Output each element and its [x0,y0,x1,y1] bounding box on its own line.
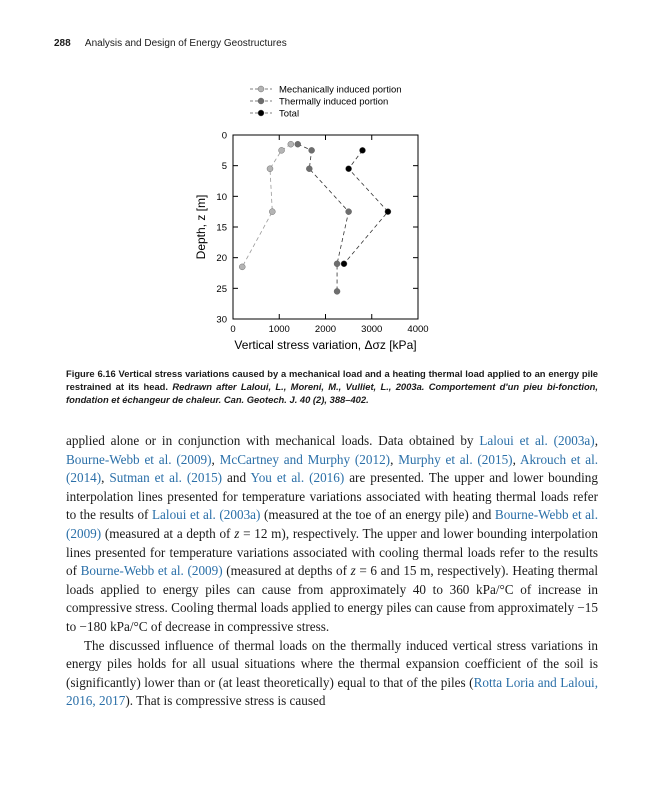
legend-label: Thermally induced portion [279,96,389,108]
citation-link[interactable]: Rotta Loria and Laloui, 2016, 2017 [66,674,599,709]
running-title: Analysis and Design of Energy Geostructures [84,38,287,49]
data-point [334,288,340,294]
plot-area [194,131,429,353]
data-point [239,264,245,270]
plot-frame [233,135,418,319]
figure-caption [66,367,598,406]
paragraph-2: The discussed influence of thermal loads on the thermally induced vertical stress variations in energy piles holds for all usual situations where the thermal expansion coefficient of the soil is (significantly) lower than or (at least theoretically) equal to that of the piles (Rotta Loria and Laloui, 2016, 2017). That is compressive stress is caused [66,637,599,709]
data-point [279,147,285,153]
data-point [385,209,391,215]
stress-depth-chart [190,76,440,366]
data-point [346,209,352,215]
data-point [295,141,301,147]
data-point [334,261,340,267]
y-tick-label: 0 [221,130,227,142]
figure-title: Vertical stress variations caused by a mechanical load and a heating thermal load applied to an energy pile restrained at its head. [66,368,599,392]
data-point [360,147,366,153]
y-tick-label: 10 [216,191,227,203]
citation-link[interactable]: Akrouch et al. (2014) [66,451,599,486]
y-tick-label: 5 [221,161,227,173]
legend-marker [258,98,264,104]
y-tick-label: 25 [216,283,227,295]
legend-marker [258,86,264,92]
x-tick-label: 4000 [407,324,429,335]
citation-link[interactable]: Laloui et al. (2003a) [479,433,595,448]
y-tick-label: 20 [216,253,227,265]
citation-link[interactable]: You et al. (2016) [250,470,345,486]
data-point [346,166,352,172]
x-tick-label: 2000 [314,324,337,335]
paragraph-1: applied alone or in conjunction with mechanical loads. Data obtained by Laloui et al. (2003a), Bourne-Webb et al. (2009), McCartney and Murphy (2012), Murphy et al. (2015), Akrouch et al. (2014), Sutman et al. (2015) and You et al. (2016) are presented. The upper and lower bounding interpolation lines presented for temperature variations associated with heating thermal loads refer to the results of Laloui et al. (2003a) (measured at the toe of an energy pile) and Bourne-Webb et al. (2009) (measured at a depth of z = 12 m), respectively. The upper and lower bounding interpolation lines presented for temperature variations associated with cooling thermal loads refer to the results of Bourne-Webb et al. (2009) (measured at depths of z = 6 and 15 m, respectively). Heating thermal loads applied to energy piles can cause from approximately 40 to 360 kPa/°C of increase in compressive stress. Cooling thermal loads applied to energy piles can cause from approximately −15 to −180 kPa/°C of decrease in compressive stress. [66,433,599,634]
citation-link[interactable]: Bourne-Webb et al. (2009) [80,563,223,579]
running-header [54,38,287,49]
legend-label: Mechanically induced portion [279,84,402,96]
citation-link[interactable]: Bourne-Webb et al. (2009) [66,451,212,467]
data-point [309,147,315,153]
page-number: 288 [54,38,71,49]
x-tick-label: 1000 [268,324,290,335]
y-axis-label: Depth, z [m] [194,194,208,260]
data-point [288,141,294,147]
x-axis-label: Vertical stress variation, Δσz [kPa] [234,338,417,352]
y-tick-label: 15 [216,222,227,234]
citation-link[interactable]: Bourne-Webb et al. (2009) [66,507,598,541]
series-line-1 [242,144,291,267]
data-point [306,166,312,172]
chart-legend [250,85,402,120]
data-point [267,166,273,172]
data-point [341,261,347,267]
x-tick-label: 0 [230,324,236,335]
citation-link[interactable]: Sutman et al. (2015) [109,470,223,486]
series-line-2 [298,144,349,291]
body-text [66,432,598,711]
citation-link[interactable]: Murphy et al. (2015) [398,451,513,467]
x-tick-label: 3000 [361,324,383,335]
data-point [269,209,275,215]
legend-marker [258,110,264,116]
figure-label: Figure 6.16 [66,368,116,379]
figure-source: Redrawn after Laloui, L., Moreni, M., Vulliet, L., 2003a. Comportement d'un pieu bi-fonction, fondation et échangeur de chaleur. Can. Geotech. J. 40 (2), 388–402. [66,381,598,405]
y-tick-label: 30 [216,314,227,326]
citation-link[interactable]: Laloui et al. (2003a) [152,507,261,523]
legend-label: Total [279,108,300,120]
citation-link[interactable]: McCartney and Murphy (2012) [219,451,391,467]
